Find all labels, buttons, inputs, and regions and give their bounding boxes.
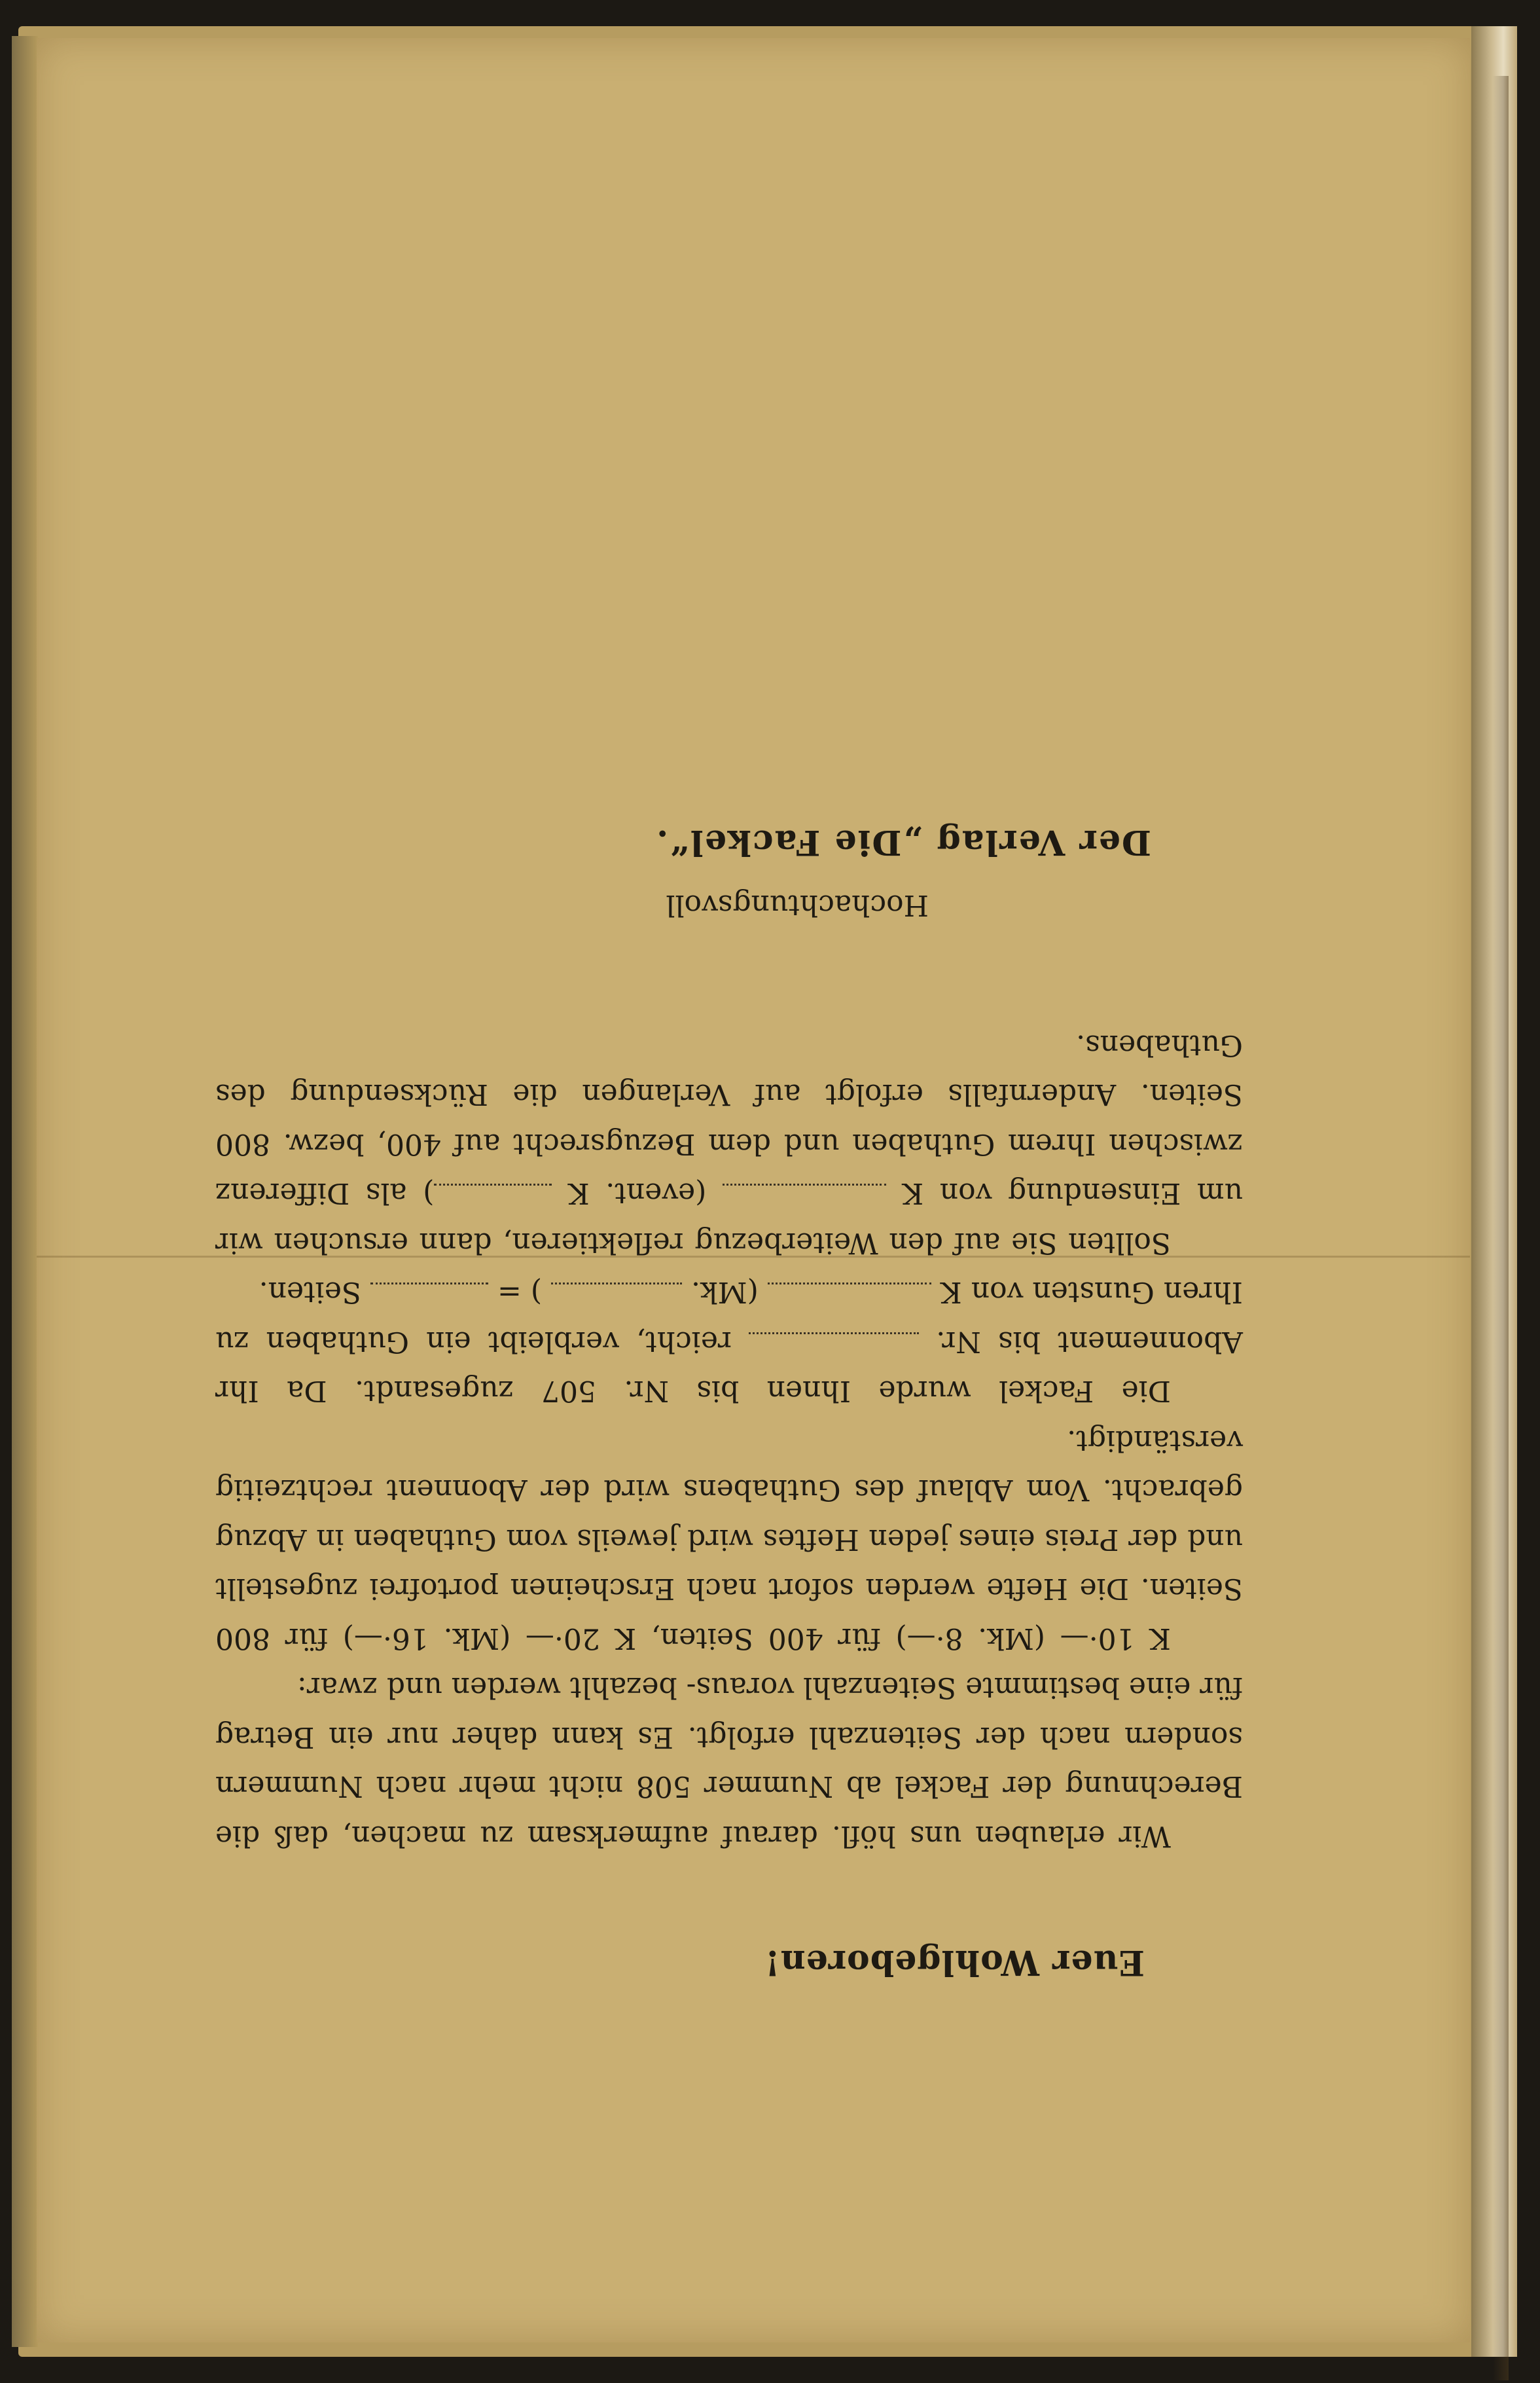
paragraph-4 bbox=[215, 1021, 1243, 1268]
paragraph-4-part-b: (event. K bbox=[567, 1176, 707, 1210]
paragraph-3-part-a: Die Fackel wurde Ihnen bis Nr. 507 zugesandt. Da Ihr Abonnement bis Nr. bbox=[215, 1325, 1243, 1408]
signature: Der Verlag „Die Fackel“. bbox=[655, 822, 1151, 863]
paragraph-3-part-b: reicht, verbleibt ein Guthaben zu Ihren Gunsten von K bbox=[215, 1275, 1243, 1358]
closing: Hochachtungsvoll bbox=[666, 888, 929, 922]
letter-page bbox=[37, 38, 1470, 2342]
blank-issue-number bbox=[749, 1332, 919, 1341]
paragraph-3-part-c: (Mk. bbox=[691, 1275, 759, 1309]
paragraph-4-part-c: ) bbox=[423, 1176, 435, 1210]
paragraph-3-part-e: Seiten. bbox=[259, 1275, 361, 1309]
blank-credit-mark bbox=[551, 1283, 682, 1292]
paragraph-3 bbox=[215, 1267, 1243, 1416]
letter-body bbox=[215, 1021, 1243, 1861]
paragraph-2: K 10·— (Mk. 8·—) für 400 Seiten, K 20·— (Mk. 16·—) für 800 Seiten. Die Hefte werden sofort nach Erscheinen portofrei zugestellt und der Preis eines jeden Heftes wird jeweils vom Guthaben in Abzug gebracht. Vom Ablauf des Guthabens wird der Abonnent rechtzeitig verständigt. bbox=[215, 1424, 1243, 1655]
paragraph-3-part-d: ) = bbox=[497, 1275, 543, 1309]
gutter-shadow bbox=[1493, 76, 1509, 2380]
blank-pages bbox=[370, 1283, 488, 1292]
paragraph-1: Wir erlauben uns höfl. darauf aufmerksam zu machen, daß die Berechnung der Fackel ab Nummer 508 nicht mehr nach Nummern sondern nach der Seitenzahl erfolgt. Es kann daher nur ein Betrag für eine bestimmte Seitenzahl voraus- bezahlt werden und zwar: bbox=[215, 1671, 1243, 1853]
letter-text-block bbox=[215, 823, 1243, 1983]
blank-payment-kronen bbox=[723, 1184, 886, 1193]
blank-payment-alt-kronen bbox=[434, 1184, 552, 1193]
page-edge-left bbox=[12, 36, 38, 2347]
salutation: Euer Wohlgeboren! bbox=[764, 1942, 1145, 1982]
blank-credit-kronen bbox=[768, 1283, 931, 1292]
rotated-letter-content bbox=[37, 38, 1470, 2342]
paragraph-4-part-d: als Differenz zwischen Ihrem Guthaben und dem Bezugsrecht auf 400, bezw. 800 Seiten. Andernfalls erfolgt auf Verlangen die Rücksendung des Guthabens. bbox=[215, 1028, 1243, 1210]
paragraph-4-part-a: Sollten Sie auf den Weiterbezug reflektieren, dann ersuchen wir um Einsendung von K bbox=[215, 1176, 1243, 1260]
